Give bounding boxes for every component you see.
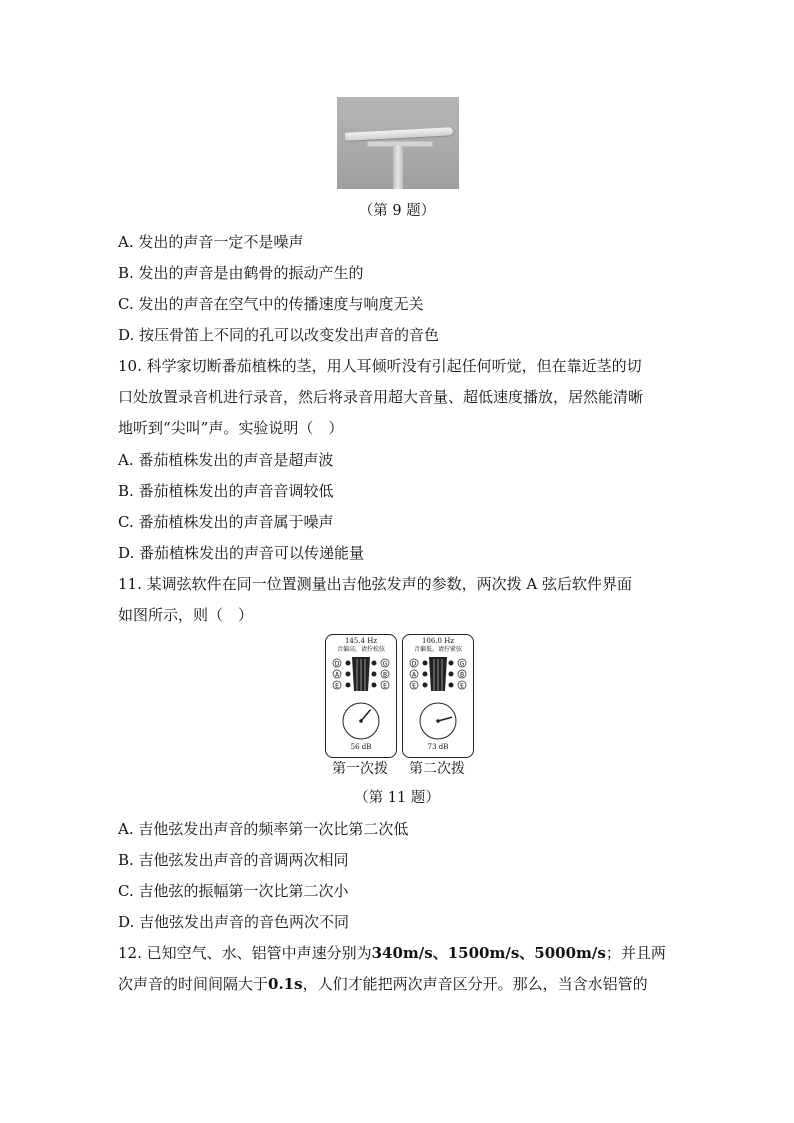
q12-stem-line-1 [118, 943, 666, 963]
string-letter: A [411, 671, 417, 679]
string-letter: G [459, 660, 465, 668]
string-letter: D [334, 660, 340, 668]
q12-speeds: 340m/s、1500m/s、5000m/s [371, 944, 606, 962]
loudness-meter-icon [343, 703, 379, 739]
bone-flute-shape [345, 127, 453, 141]
tuning-hint: 音偏低，请拧紧弦 [413, 646, 462, 653]
guitar-headstock-icon [333, 657, 389, 691]
q10-option-d: D. 番茄植株发出的声音可以传递能量 [118, 544, 365, 562]
q11-stem-line-2: 如图所示，则（ ） [118, 606, 254, 624]
first-pluck-label: 第一次拨 [332, 761, 388, 777]
q11-option-b: B. 吉他弦发出声音的音调两次相同 [118, 851, 349, 869]
decibel-readout: 73 dB [427, 743, 449, 751]
string-letter: E [335, 682, 339, 690]
q11-option-c: C. 吉他弦的振幅第一次比第二次小 [118, 882, 349, 900]
q12-stem-line-2 [118, 974, 648, 994]
string-letter: G [382, 660, 388, 668]
q12-text: ；并且两 [605, 944, 666, 962]
string-letter: B [459, 671, 465, 679]
frequency-readout: 145.4 Hz [344, 637, 378, 645]
q12-interval: 0.1s [268, 975, 303, 993]
q9-option-a: A. 发出的声音一定不是噪声 [118, 233, 304, 251]
q9-option-b: B. 发出的声音是由鹤骨的振动产生的 [118, 264, 364, 282]
q11-option-d: D. 吉他弦发出声音的音色两次不同 [118, 913, 350, 931]
q12-text: 次声音的时间间隔大于 [118, 975, 269, 993]
q10-option-b: B. 番茄植株发出的声音音调较低 [118, 482, 334, 500]
frequency-readout: 106.0 Hz [421, 637, 455, 645]
q12-text: ，人们才能把两次声音区分开。那么，当含水铝管的 [302, 975, 648, 993]
tuning-hint: 音偏高，请拧松弦 [336, 646, 385, 653]
q9-option-c: C. 发出的声音在空气中的传播速度与响度无关 [118, 295, 424, 313]
guitar-headstock-and-meter [326, 655, 396, 743]
tuner-figure [320, 634, 480, 779]
guitar-headstock-and-meter [403, 655, 473, 743]
figure-11-caption: （第 11 题） [354, 790, 440, 806]
bone-flute-photo [337, 97, 459, 189]
q12-text: 12. 已知空气、水、铝管中声速分别为 [118, 944, 372, 962]
q9-option-d: D. 按压骨笛上不同的孔可以改变发出声音的音色 [118, 326, 440, 344]
q10-option-a: A. 番茄植株发出的声音是超声波 [118, 451, 334, 469]
loudness-meter-icon [420, 703, 456, 739]
string-letter: E [460, 682, 464, 690]
string-letter: B [382, 671, 388, 679]
decibel-readout: 56 dB [350, 743, 372, 751]
q10-stem-line-3: 地听到“尖叫”声。实验说明（ ） [118, 419, 344, 437]
tuner-panel-second [402, 634, 474, 758]
q11-option-a: A. 吉他弦发出声音的频率第一次比第二次低 [118, 820, 409, 838]
q10-stem-line-1: 10. 科学家切断番茄植株的茎，用人耳倾听没有引起任何听觉，但在靠近茎的切 [118, 357, 642, 375]
string-letter: A [334, 671, 340, 679]
display-stand-pole [393, 145, 403, 189]
q11-stem-line-1: 11. 某调弦软件在同一位置测量出吉他弦发声的参数，两次拨 A 弦后软件界面 [118, 575, 632, 593]
string-letter: E [412, 682, 416, 690]
q10-stem-line-2: 口处放置录音机进行录音，然后将录音用超大音量、超低速度播放，居然能清晰 [118, 388, 644, 406]
figure-9-caption: （第 9 题） [358, 203, 436, 219]
q10-option-c: C. 番茄植株发出的声音属于噪声 [118, 513, 334, 531]
string-letter: E [383, 682, 387, 690]
tuner-panel-first [325, 634, 397, 758]
guitar-headstock-icon [410, 657, 466, 691]
second-pluck-label: 第二次拨 [409, 761, 465, 777]
string-letter: D [411, 660, 417, 668]
